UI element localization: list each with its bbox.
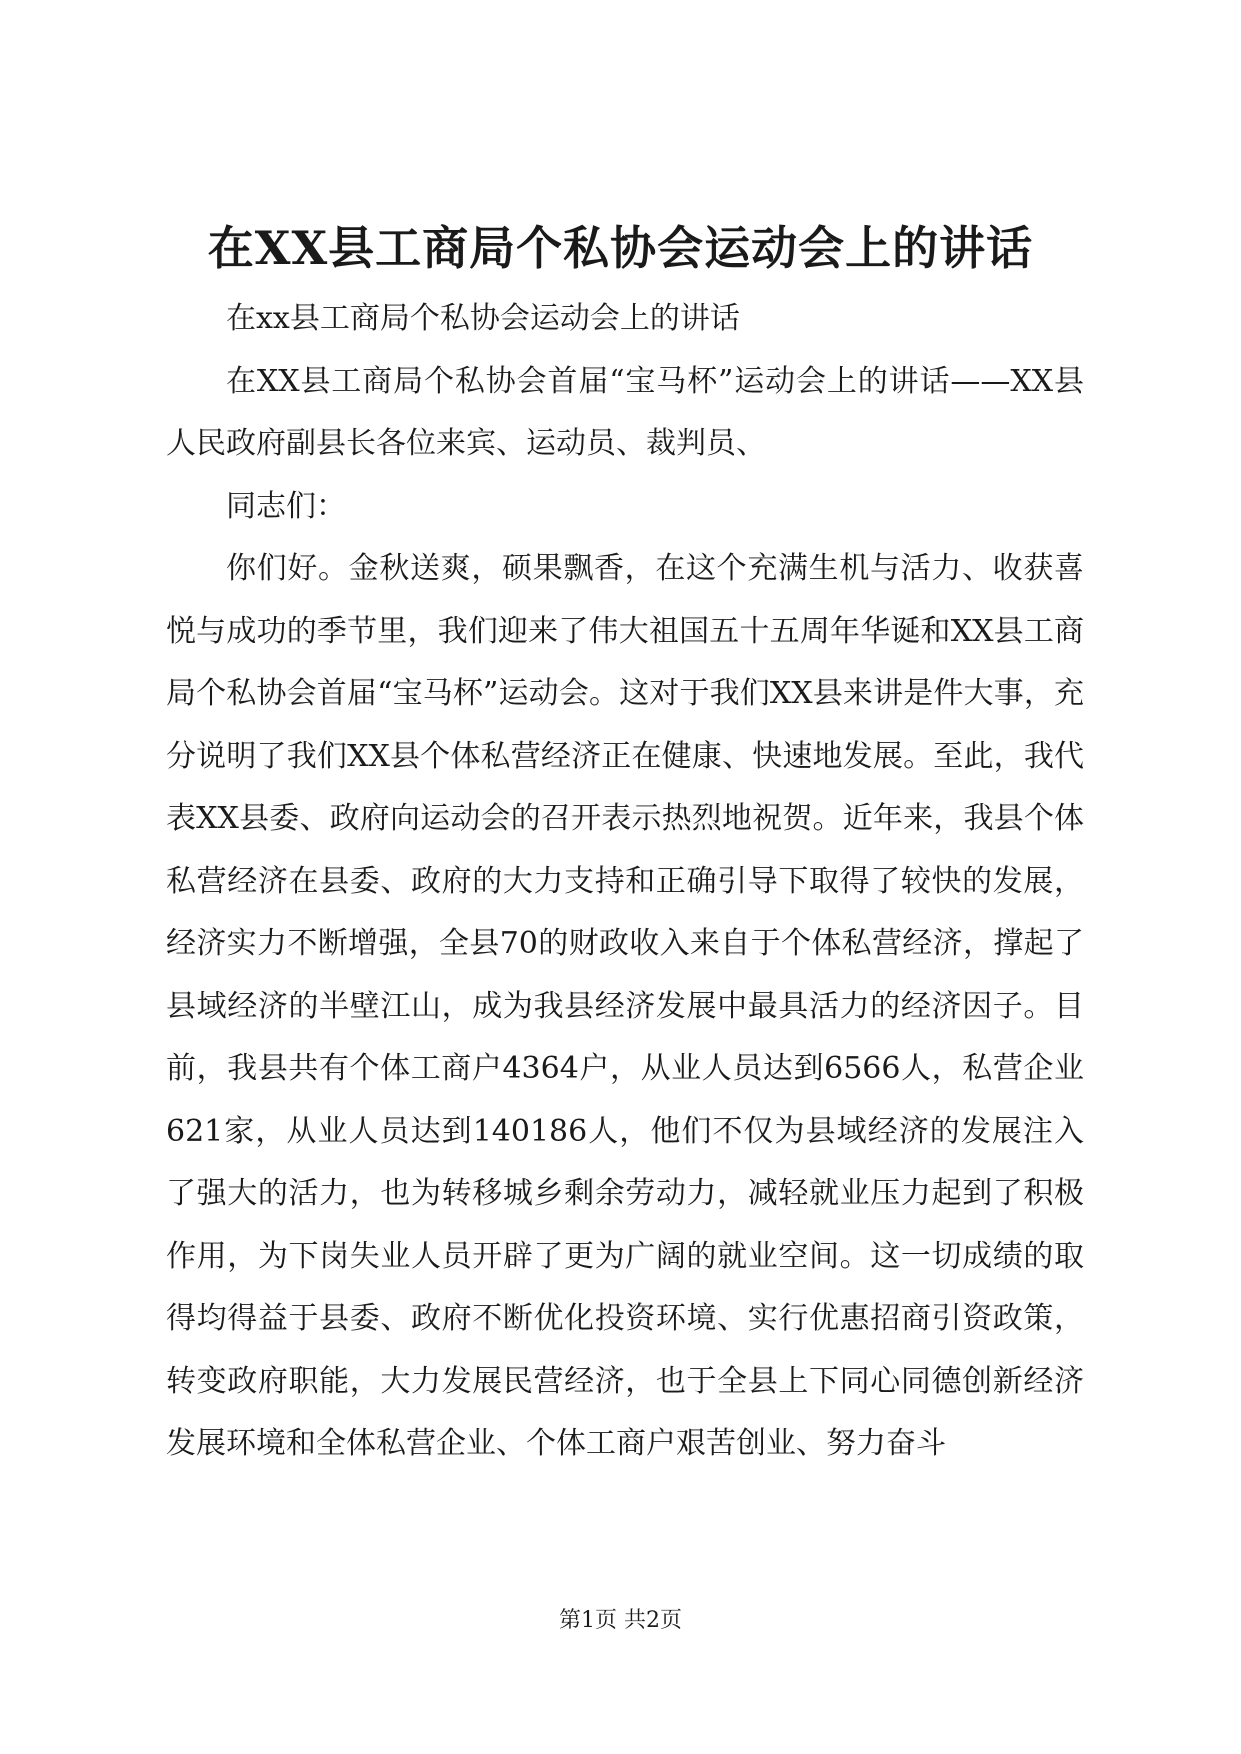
paragraph-speech-heading: 在XX县工商局个私协会首届“宝马杯”运动会上的讲话——XX县人民政府副县长各位来宾、运动员、裁判员、 [166,363,1084,461]
paragraph-main: 你们好。金秋送爽，硕果飘香，在这个充满生机与活力、收获喜悦与成功的季节里，我们迎来了伟大祖国五十五周年华诞和XX县工商局个私协会首届“宝马杯”运动会。这对于我们XX县来讲是件大事，充分说明了我们XX县个体私营经济正在健康、快速地发展。至此，我代表XX县委、政府向运动会的召开表示热烈地祝贺。近年来，我县个体私营经济在县委、政府的大力支持和正确引导下取得了较快的发展，经济实力不断增强，全县70的财政收入来自于个体私营经济，撑起了县域经济的半壁江山，成为我县经济发展中最具活力的经济因子。目前，我县共有个体工商户4364户，从业人员达到6566人，私营企业621家，从业人员达到140186人，他们不仅为县域经济的发展注入了强大的活力，也为转移城乡剩余劳动力，减轻就业压力起到了积极作用，为下岗失业人员开辟了更为广阔的就业空间。这一切成绩的取得均得益于县委、政府不断优化投资环境、实行优惠招商引资政策，转变政府职能，大力发展民营经济，也于全县上下同心同德创新经济发展环境和全体私营企业、个体工商户艰苦创业、努力奋斗 [166,551,1084,1461]
document-title: 在XX县工商局个私协会运动会上的讲话 [207,221,1034,275]
document-body [166,288,1084,1476]
paragraph-subtitle: 在xx县工商局个私协会运动会上的讲话 [226,301,740,336]
page-footer: 第1页 共2页 [559,1608,682,1633]
paragraph-salutation: 同志们： [226,488,346,524]
